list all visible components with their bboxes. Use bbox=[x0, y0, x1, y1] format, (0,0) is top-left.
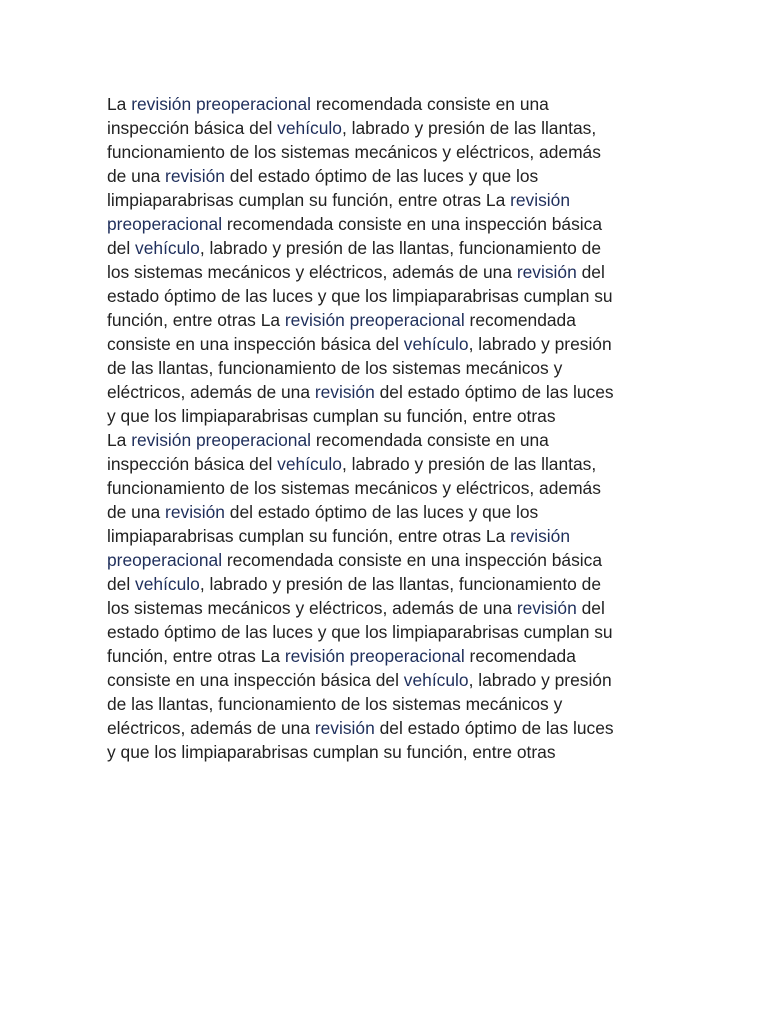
text-segment: , labrado y presión bbox=[468, 334, 612, 354]
text-segment: y que los limpiaparabrisas cumplan su función, entre otras bbox=[107, 406, 556, 426]
text-line bbox=[107, 164, 667, 188]
text-segment: estado óptimo de las luces y que los limpiaparabrisas cumplan su bbox=[107, 286, 613, 306]
text-segment: del estado óptimo de las luces bbox=[374, 382, 614, 402]
text-segment: recomendada consiste en una bbox=[311, 430, 549, 450]
text-segment: consiste en una inspección básica del bbox=[107, 334, 404, 354]
text-segment: recomendada consiste en una bbox=[311, 94, 549, 114]
text-segment: del estado óptimo de las luces bbox=[374, 718, 614, 738]
keyword-link-text: preoperacional bbox=[107, 550, 223, 570]
text-segment: función, entre otras La bbox=[107, 646, 285, 666]
text-segment: inspección básica del bbox=[107, 454, 278, 474]
text-line bbox=[107, 332, 667, 356]
text-line bbox=[107, 428, 667, 452]
text-segment: del bbox=[107, 574, 136, 594]
keyword-link-text: vehículo bbox=[135, 238, 200, 258]
text-segment: inspección básica del bbox=[107, 118, 278, 138]
keyword-link-text: vehículo bbox=[403, 334, 469, 354]
keyword-link-text: revisión preoperacional bbox=[284, 310, 465, 330]
text-line bbox=[107, 572, 667, 596]
text-segment: limpiaparabrisas cumplan su función, entre otras La bbox=[107, 190, 511, 210]
keyword-link-text: revisión bbox=[516, 262, 577, 282]
keyword-link-text: revisión bbox=[510, 526, 571, 546]
text-segment: funcionamiento de los sistemas mecánicos y eléctricos, además bbox=[107, 142, 601, 162]
text-segment: del estado óptimo de las luces y que los bbox=[224, 502, 539, 522]
text-line bbox=[107, 212, 667, 236]
text-line bbox=[107, 116, 667, 140]
text-segment: de las llantas, funcionamiento de los sistemas mecánicos y bbox=[107, 694, 563, 714]
document-body-text bbox=[107, 92, 667, 764]
text-line bbox=[107, 188, 667, 212]
text-segment: , labrado y presión de las llantas, bbox=[341, 118, 597, 138]
text-segment: , labrado y presión de las llantas, bbox=[341, 454, 597, 474]
text-line bbox=[107, 476, 667, 500]
text-segment: recomendada bbox=[464, 310, 576, 330]
text-line bbox=[107, 596, 667, 620]
text-segment: de una bbox=[107, 166, 166, 186]
text-line bbox=[107, 620, 667, 644]
text-line bbox=[107, 140, 667, 164]
text-segment: La bbox=[107, 94, 132, 114]
text-segment: , labrado y presión de las llantas, funcionamiento de bbox=[199, 238, 602, 258]
text-line bbox=[107, 92, 667, 116]
text-segment: eléctricos, además de una bbox=[107, 718, 315, 738]
keyword-link-text: revisión preoperacional bbox=[131, 94, 311, 114]
text-line bbox=[107, 548, 667, 572]
text-line bbox=[107, 260, 667, 284]
text-segment: del bbox=[576, 598, 605, 618]
text-line bbox=[107, 404, 667, 428]
text-segment: del estado óptimo de las luces y que los bbox=[224, 166, 539, 186]
text-segment: , labrado y presión bbox=[468, 670, 612, 690]
text-segment: de una bbox=[107, 502, 166, 522]
text-segment: recomendada consiste en una inspección básica bbox=[222, 550, 602, 570]
keyword-link-text: vehículo bbox=[403, 670, 469, 690]
text-segment: y que los limpiaparabrisas cumplan su función, entre otras bbox=[107, 742, 556, 762]
keyword-link-text: revisión preoperacional bbox=[131, 430, 311, 450]
text-line bbox=[107, 356, 667, 380]
text-segment: del bbox=[107, 238, 136, 258]
text-segment: función, entre otras La bbox=[107, 310, 285, 330]
text-segment: La bbox=[107, 430, 132, 450]
keyword-link-text: revisión bbox=[314, 718, 375, 738]
text-line bbox=[107, 740, 667, 764]
text-line bbox=[107, 692, 667, 716]
keyword-link-text: vehículo bbox=[277, 118, 342, 138]
keyword-link-text: revisión bbox=[516, 598, 577, 618]
text-line bbox=[107, 236, 667, 260]
text-line bbox=[107, 308, 667, 332]
keyword-link-text: preoperacional bbox=[107, 214, 223, 234]
keyword-link-text: revisión bbox=[165, 502, 225, 522]
text-segment: del bbox=[576, 262, 605, 282]
keyword-link-text: revisión bbox=[314, 382, 375, 402]
keyword-link-text: vehículo bbox=[135, 574, 200, 594]
text-segment: recomendada consiste en una inspección básica bbox=[222, 214, 602, 234]
text-line bbox=[107, 380, 667, 404]
keyword-link-text: vehículo bbox=[277, 454, 342, 474]
keyword-link-text: revisión preoperacional bbox=[284, 646, 465, 666]
text-segment: estado óptimo de las luces y que los limpiaparabrisas cumplan su bbox=[107, 622, 613, 642]
text-segment: los sistemas mecánicos y eléctricos, además de una bbox=[107, 262, 517, 282]
keyword-link-text: revisión bbox=[165, 166, 225, 186]
text-segment: recomendada bbox=[464, 646, 576, 666]
text-line bbox=[107, 452, 667, 476]
keyword-link-text: revisión bbox=[510, 190, 571, 210]
text-segment: eléctricos, además de una bbox=[107, 382, 315, 402]
text-segment: funcionamiento de los sistemas mecánicos y eléctricos, además bbox=[107, 478, 601, 498]
text-segment: de las llantas, funcionamiento de los sistemas mecánicos y bbox=[107, 358, 563, 378]
text-line bbox=[107, 716, 667, 740]
text-segment: consiste en una inspección básica del bbox=[107, 670, 404, 690]
text-line bbox=[107, 644, 667, 668]
text-line bbox=[107, 500, 667, 524]
text-segment: , labrado y presión de las llantas, funcionamiento de bbox=[199, 574, 602, 594]
text-line bbox=[107, 668, 667, 692]
text-segment: limpiaparabrisas cumplan su función, entre otras La bbox=[107, 526, 511, 546]
text-line bbox=[107, 524, 667, 548]
text-segment: los sistemas mecánicos y eléctricos, además de una bbox=[107, 598, 517, 618]
text-line bbox=[107, 284, 667, 308]
